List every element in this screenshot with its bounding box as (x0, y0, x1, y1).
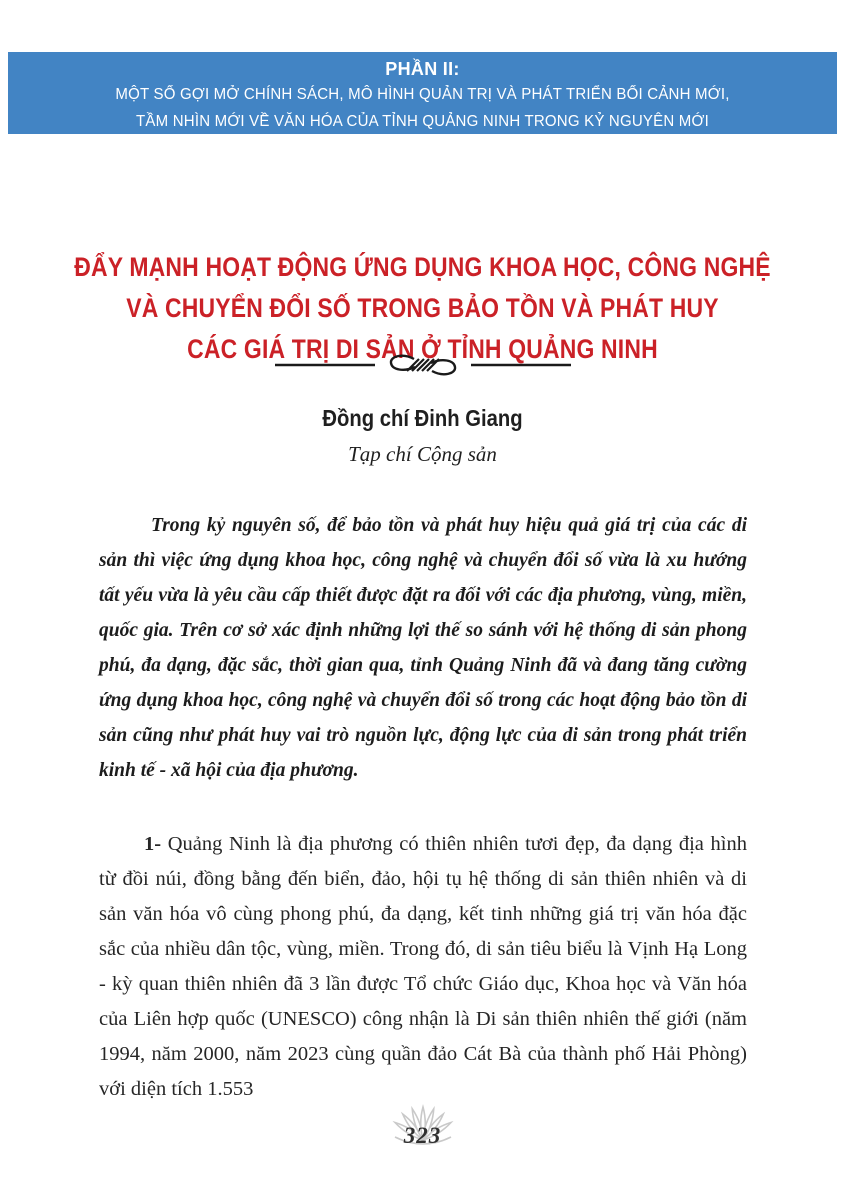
author-name: Đồng chí Đinh Giang (322, 405, 523, 431)
title-divider (273, 353, 573, 382)
page-footer (383, 1102, 463, 1162)
body-paragraph-text: Quảng Ninh là địa phương có thiên nhiên tươi đẹp, đa dạng địa hình từ đồi núi, đồng bằng đến biển, đảo, hội tụ hệ thống di sản thiên nhiên và di sản văn hóa vô cùng phong phú, đa dạng, kết tinh những giá trị văn hóa đặc sắc của nhiều dân tộc, vùng, miền. Trong đó, di sản tiêu biểu là Vịnh Hạ Long - kỳ quan thiên nhiên đã 3 lần được Tổ chức Giáo dục, Khoa học và Văn hóa của Liên hợp quốc (UNESCO) công nhận là Di sản thiên nhiên thế giới (năm 1994, năm 2000, năm 2023 cùng quần đảo Cát Bà của thành phố Hải Phòng) với diện tích 1.553 (99, 833, 747, 1100)
abstract-paragraph: Trong kỷ nguyên số, để bảo tồn và phát huy hiệu quả giá trị của các di sản thì việc ứng dụng khoa học, công nghệ và chuyển đổi số vừa là xu hướng tất yếu vừa là yêu cầu cấp thiết được đặt ra đối với các địa phương, vùng, miền, quốc gia. Trên cơ sở xác định những lợi thế so sánh với hệ thống di sản phong phú, đa dạng, đặc sắc, thời gian qua, tỉnh Quảng Ninh đã và đang tăng cường ứng dụng khoa học, công nghệ và chuyển đổi số trong các hoạt động bảo tồn di sản cũng như phát huy vai trò nguồn lực, động lực của di sản trong phát triển kinh tế - xã hội của địa phương. (99, 515, 747, 781)
part-label: PHẦN II: (385, 59, 460, 79)
article-title-line-2: VÀ CHUYỂN ĐỔI SỐ TRONG BẢO TỒN VÀ PHÁT HUY (126, 293, 719, 323)
body-paragraph (99, 827, 747, 1107)
article-title (0, 247, 845, 370)
part-header-banner (8, 52, 837, 134)
article-title-line-1: ĐẨY MẠNH HOẠT ĐỘNG ỨNG DỤNG KHOA HỌC, CÔNG NGHỆ (74, 252, 771, 282)
author-affiliation: Tạp chí Cộng sản (348, 442, 497, 466)
page-number: 323 (403, 1123, 442, 1148)
article-title-line-3: CÁC GIÁ TRỊ DI SẢN Ở TỈNH QUẢNG NINH (187, 334, 658, 364)
part-subtitle-line-1: MỘT SỐ GỢI MỞ CHÍNH SÁCH, MÔ HÌNH QUẢN TRỊ VÀ PHÁT TRIỂN BỐI CẢNH MỚI, (115, 86, 730, 103)
part-subtitle-line-2: TẦM NHÌN MỚI VỀ VĂN HÓA CỦA TỈNH QUẢNG NINH TRONG KỶ NGUYÊN MỚI (136, 113, 709, 130)
calligraphic-swirl-divider-icon (273, 353, 573, 377)
paragraph-number-marker: 1- (144, 833, 162, 855)
